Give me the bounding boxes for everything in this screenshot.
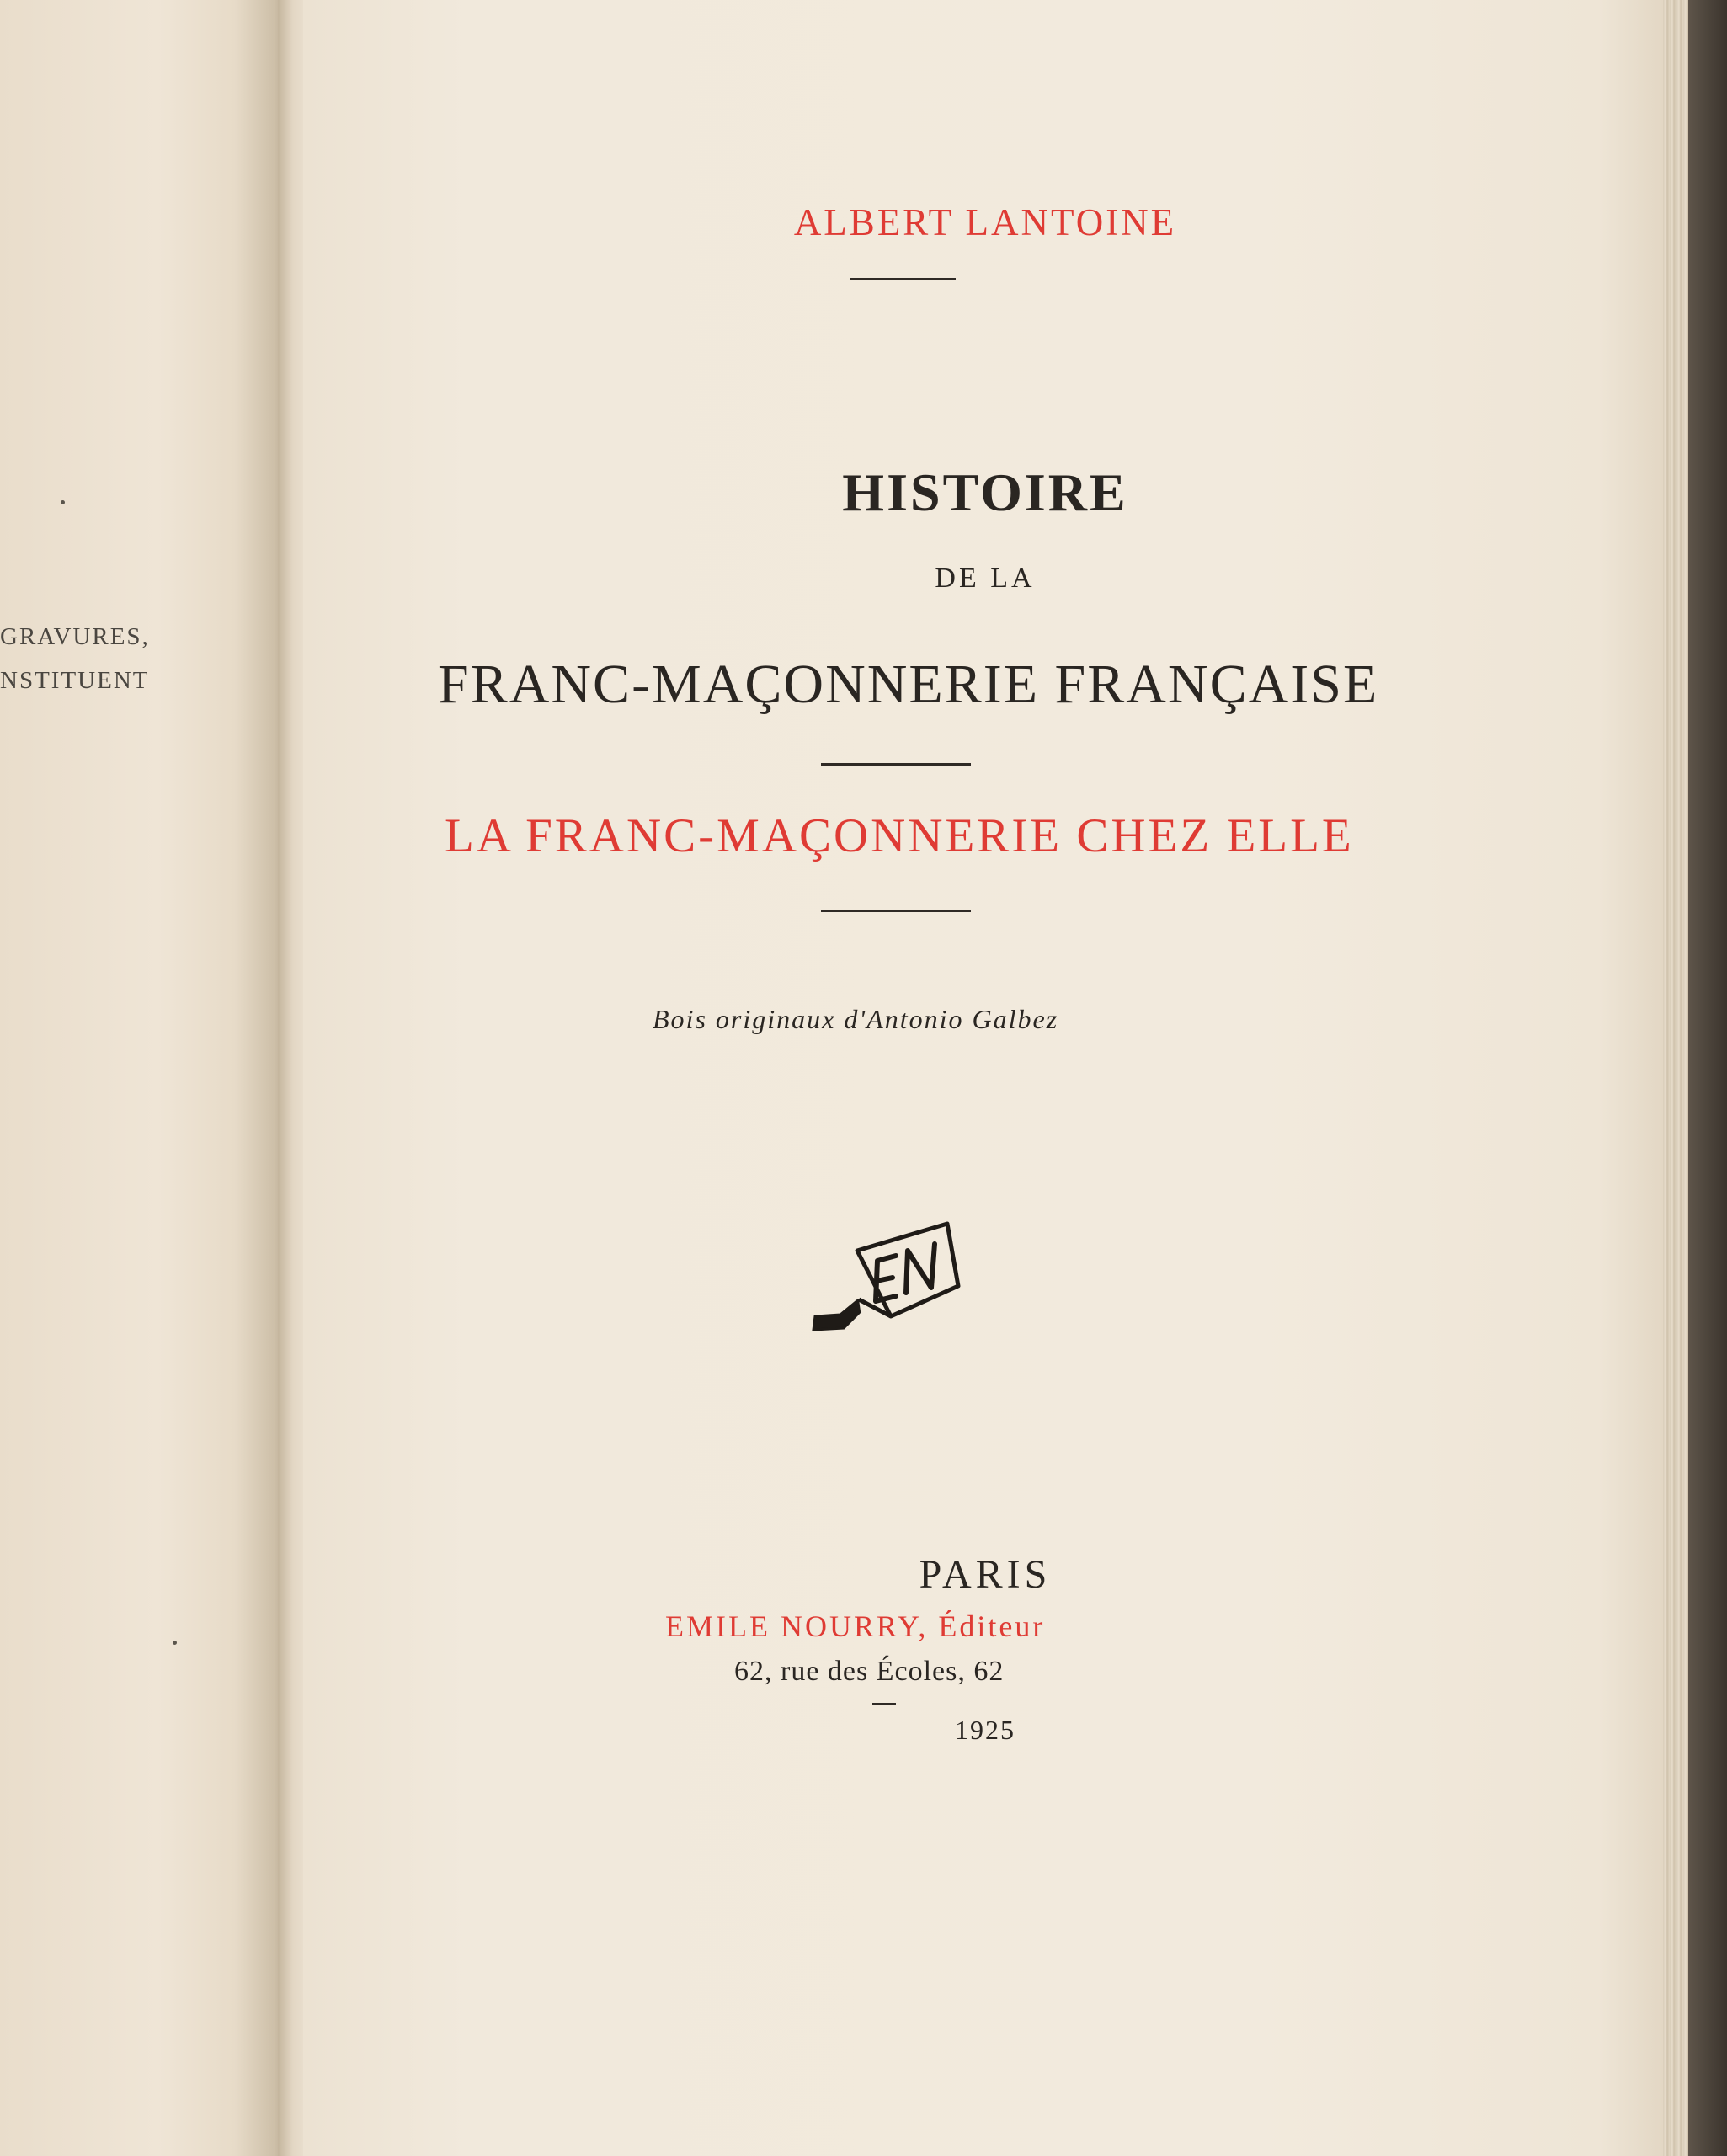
publisher-mark-icon: [808, 1217, 968, 1343]
divider-rule: [821, 910, 971, 912]
paper-speck: [173, 1641, 177, 1645]
book-subtitle: LA FRANC-MAÇONNERIE CHEZ ELLE: [445, 809, 1354, 862]
paper-speck: [61, 500, 65, 504]
publisher-address: 62, rue des Écoles, 62: [734, 1656, 1005, 1687]
publication-city: PARIS: [919, 1552, 1052, 1597]
left-page-text-line-2: NSTITUENT: [0, 667, 150, 694]
publication-year: 1925: [955, 1715, 1015, 1745]
page-edges: [1663, 0, 1688, 2156]
title-connector: DE LA: [935, 563, 1036, 594]
left-page: [0, 0, 286, 2156]
publisher-mark-label: EN: [808, 1217, 810, 1218]
title-subject: FRANC-MAÇONNERIE FRANÇAISE: [438, 654, 1379, 715]
publisher-name: EMILE NOURRY, Éditeur: [665, 1609, 1046, 1643]
book-title: HISTOIRE: [842, 462, 1128, 522]
cover-edge: [1688, 0, 1727, 2156]
author-name: ALBERT LANTOINE: [793, 201, 1177, 243]
left-page-text-line-1: GRAVURES,: [0, 623, 150, 650]
title-page: [303, 0, 1667, 2156]
divider-rule: [821, 763, 971, 766]
divider-rule: [850, 278, 956, 280]
divider-rule: [872, 1703, 896, 1705]
illustration-credit: Bois originaux d'Antonio Galbez: [653, 1004, 1059, 1034]
